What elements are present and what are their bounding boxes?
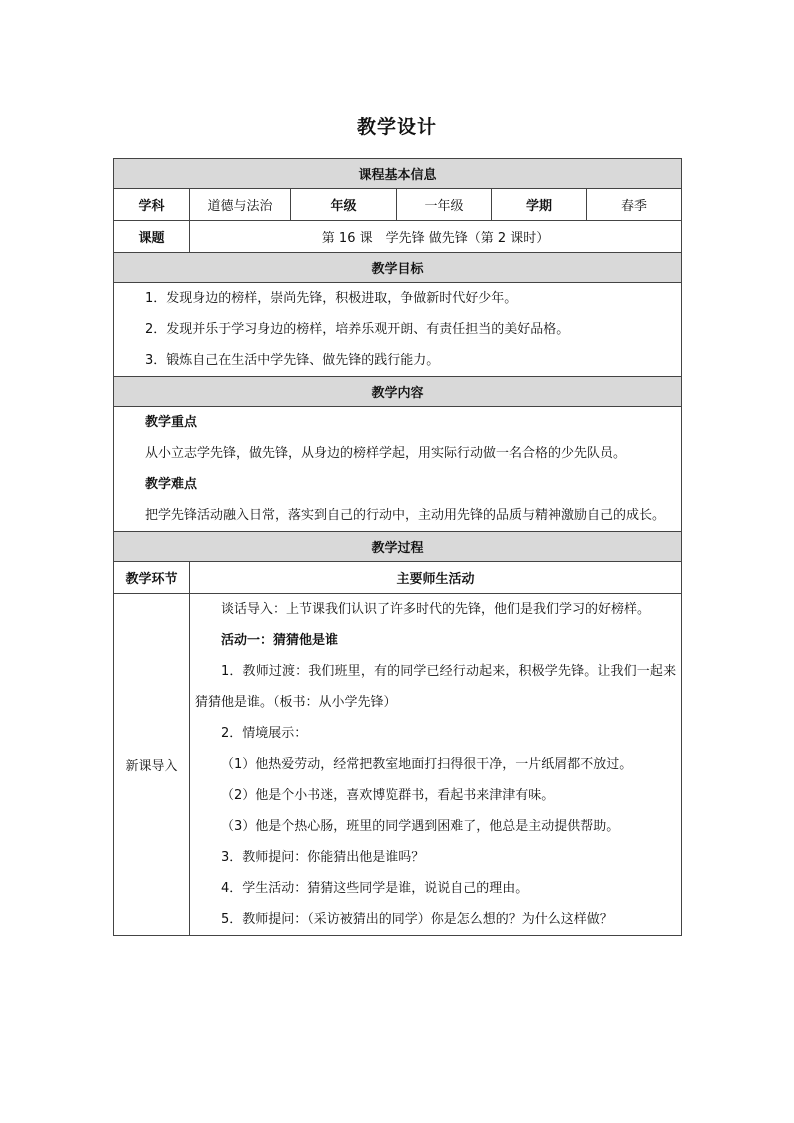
key-point-label: 教学重点 bbox=[145, 415, 198, 430]
term-label: 学期 bbox=[492, 189, 587, 221]
grade-label: 年级 bbox=[291, 189, 397, 221]
objective-item: 3．锻炼自己在生活中学先锋、做先锋的践行能力。 bbox=[145, 353, 440, 368]
key-point-text: 从小立志学先锋，做先锋，从身边的榜样学起，用实际行动做一名合格的少先队员。 bbox=[145, 446, 627, 461]
lesson-plan-table bbox=[113, 158, 682, 936]
objectives-cell bbox=[114, 283, 682, 377]
section-process: 教学过程 bbox=[114, 532, 682, 562]
step-text: 2．情境展示： bbox=[221, 726, 308, 741]
content-cell bbox=[114, 407, 682, 532]
step-text: 5．教师提问：（采访被猜出的同学）你是怎么想的？为什么这样做？ bbox=[221, 912, 613, 927]
difficulty-text: 把学先锋活动融入日常，落实到自己的行动中，主动用先锋的品质与精神激励自己的成长。 bbox=[145, 508, 666, 523]
activity-cell bbox=[190, 594, 682, 936]
step-text: 3．教师提问：你能猜出他是谁吗？ bbox=[221, 850, 425, 865]
activity-header: 主要师生活动 bbox=[190, 562, 682, 594]
subject-label: 学科 bbox=[114, 189, 190, 221]
stage-name: 新课导入 bbox=[114, 594, 190, 936]
scenario-text: （1）他热爱劳动，经常把教室地面打扫得很干净，一片纸屑都不放过。 bbox=[221, 757, 633, 772]
subject-value: 道德与法治 bbox=[190, 189, 291, 221]
stage-header: 教学环节 bbox=[114, 562, 190, 594]
term-value: 春季 bbox=[587, 189, 682, 221]
topic-label: 课题 bbox=[114, 221, 190, 253]
intro-text: 谈话导入：上节课我们认识了许多时代的先锋，他们是我们学习的好榜样。 bbox=[221, 602, 651, 617]
grade-value: 一年级 bbox=[397, 189, 492, 221]
step-text: 4．学生活动：猜猜这些同学是谁，说说自己的理由。 bbox=[221, 881, 529, 896]
section-basic-info: 课程基本信息 bbox=[114, 159, 682, 189]
topic-value: 第 16 课 学先锋 做先锋（第 2 课时） bbox=[190, 221, 682, 253]
step-text: 1．教师过渡：我们班里，有的同学已经行动起来，积极学先锋。让我们一起来猜猜他是谁。（板书：从小学先锋） bbox=[195, 664, 677, 710]
scenario-text: （3）他是个热心肠，班里的同学遇到困难了，他总是主动提供帮助。 bbox=[221, 819, 620, 834]
section-objectives: 教学目标 bbox=[114, 253, 682, 283]
objective-item: 1．发现身边的榜样，崇尚先锋，积极进取，争做新时代好少年。 bbox=[145, 291, 518, 306]
difficulty-label: 教学难点 bbox=[145, 477, 198, 492]
activity-title: 活动一：猜猜他是谁 bbox=[221, 633, 339, 648]
scenario-text: （2）他是个小书迷，喜欢博览群书，看起书来津津有味。 bbox=[221, 788, 555, 803]
objective-item: 2．发现并乐于学习身边的榜样，培养乐观开朗、有责任担当的美好品格。 bbox=[145, 322, 570, 337]
section-content: 教学内容 bbox=[114, 377, 682, 407]
document-title: 教学设计 bbox=[356, 116, 437, 138]
